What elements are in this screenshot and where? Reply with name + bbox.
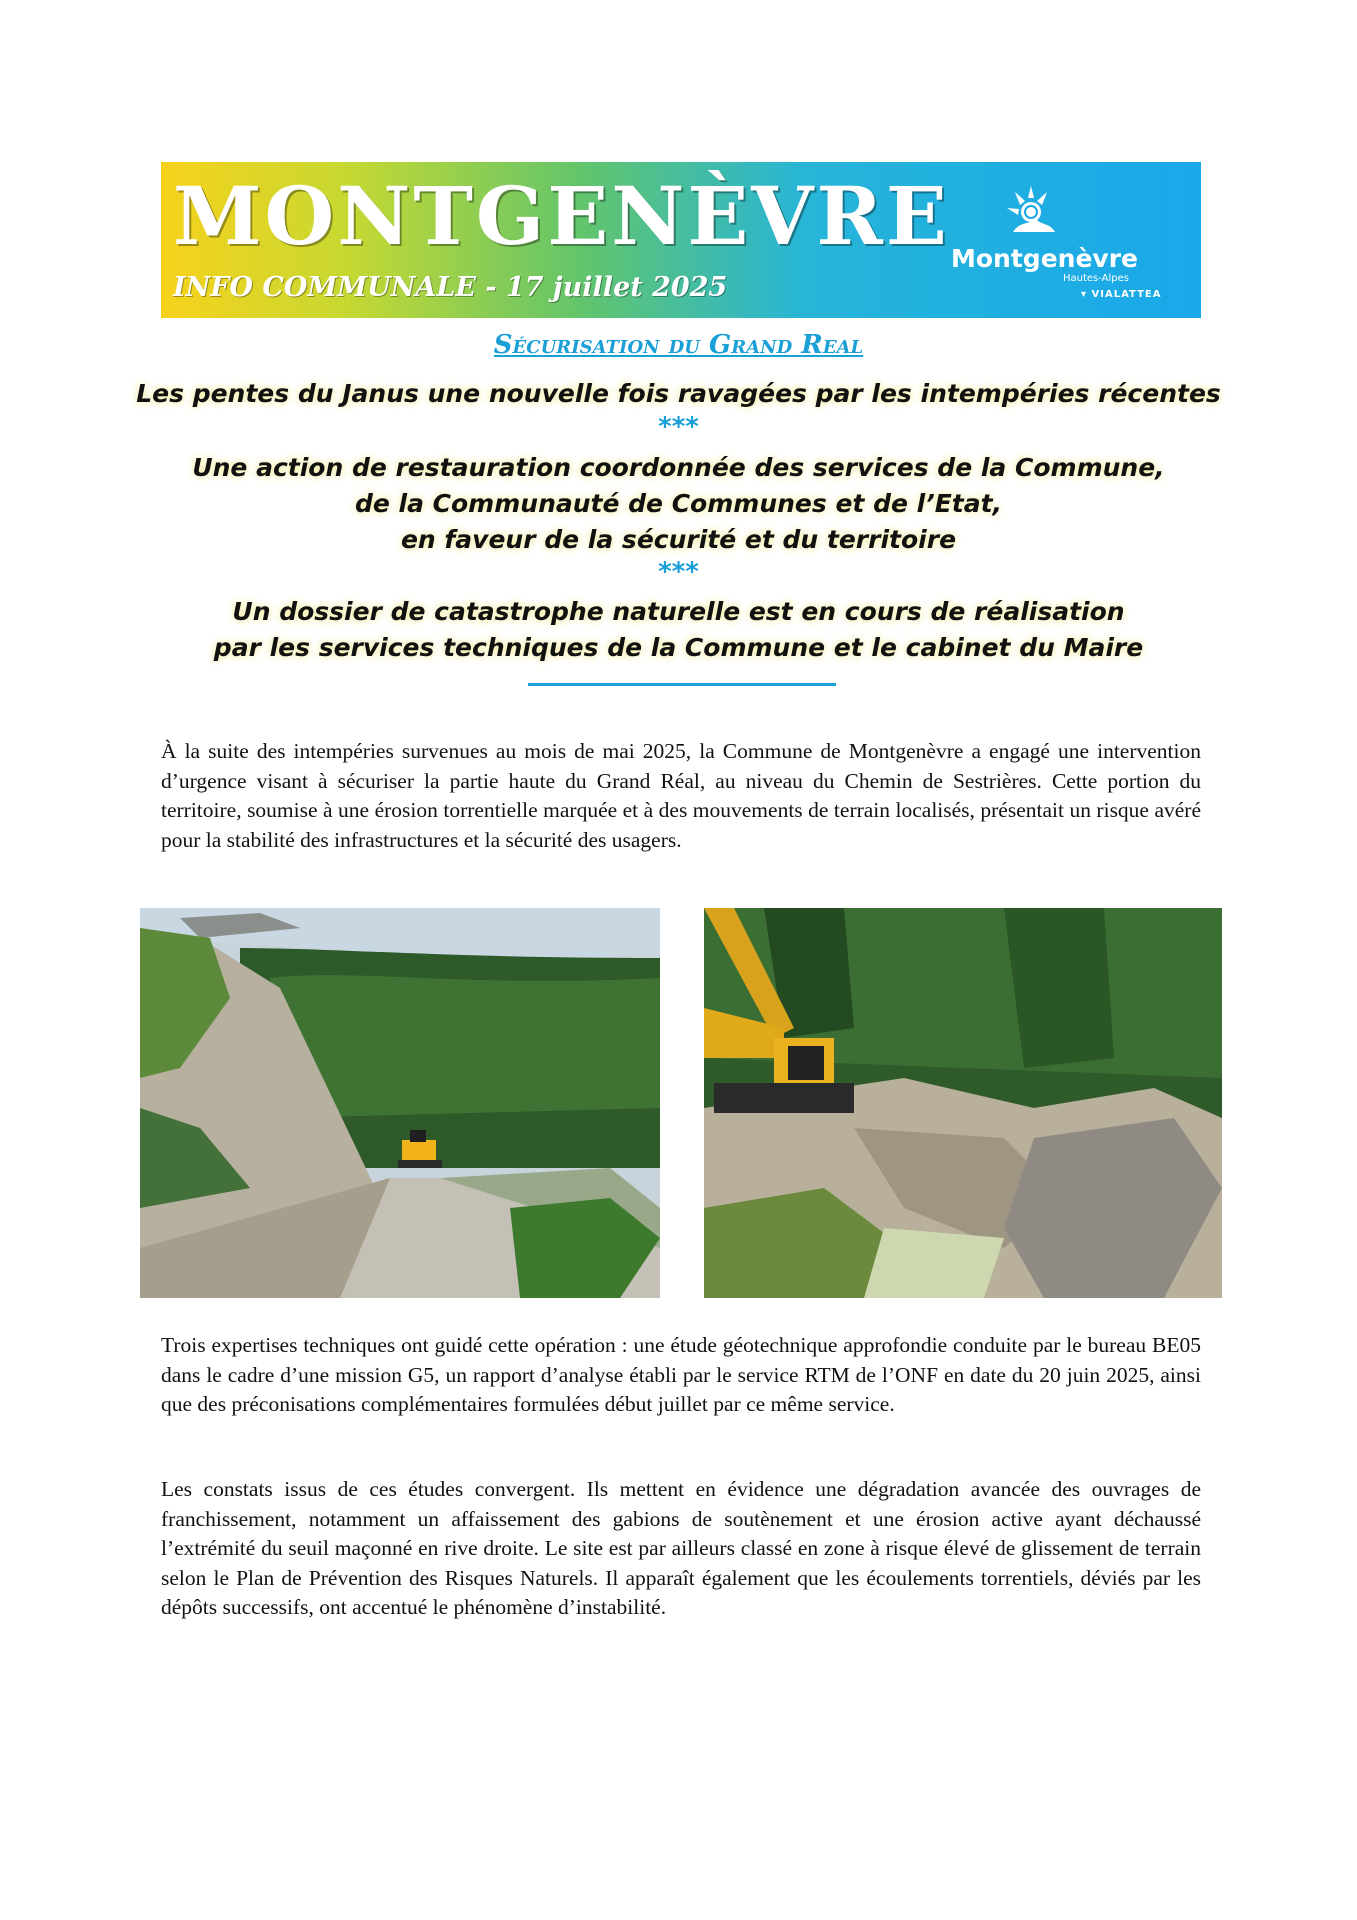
body-paragraph-3: Les constats issus de ces études convergent. Ils mettent en évidence une dégradation avancée des ouvrages de franchissement, notamment un affaissement des gabions de soutènement et une érosion active ayant déchaussé l’extrémité du seuil maçonné en rive droite. Le site est par ailleurs classé en zone à risque élevé de glissement de terrain selon le Plan de Prévention des Risques Naturels. Il apparaît également que les écoulements torrentiels, déviés par les dépôts successifs, ont accentué le phénomène d’instabilité. <box>161 1477 1201 1619</box>
vialattea-chevron-icon: ▾ <box>1081 289 1092 300</box>
headline-line5: Un dossier de catastrophe naturelle est en cours de réalisation <box>232 597 1125 626</box>
separator-stars-2: *** <box>658 557 699 587</box>
headline-line6: par les services techniques de la Commune et le cabinet du Maire <box>213 633 1144 662</box>
montgenevre-logo <box>951 182 1171 302</box>
logo-partner-name: VIALATTEA <box>1091 289 1162 300</box>
body-paragraph-1: À la suite des intempéries survenues au mois de mai 2025, la Commune de Montgenèvre a engagé une intervention d’urgence visant à sécuriser la partie haute du Grand Réal, au niveau du Chemin de Sestrières. Cette portion du territoire, soumise à une érosion torrentielle marquée et à des mouvements de terrain localisés, présentait un risque avéré pour la stabilité des infrastructures et la sécurité des usagers. <box>161 739 1201 852</box>
body-paragraph-2: Trois expertises techniques ont guidé cette opération : une étude géotechnique approfondie conduite par le bureau BE05 dans le cadre d’une mission G5, un rapport d’analyse établi par le service RTM de l’ONF en date du 20 juin 2025, ainsi que des préconisations complémentaires formulées début juillet par ce même service. <box>161 1333 1201 1416</box>
headline-line4: en faveur de la sécurité et du territoire <box>400 525 957 554</box>
mountain-sun-logo-icon <box>1001 182 1061 242</box>
divider-rule <box>528 683 836 686</box>
logo-region: Hautes-Alpes <box>1063 273 1129 284</box>
photo-road-excavator-image <box>140 908 660 1298</box>
headline-line1: Les pentes du Janus une nouvelle fois ravagées par les intempéries récentes <box>136 379 1221 408</box>
logo-name: Montgenèvre <box>951 244 1138 273</box>
photo-excavator-slope <box>704 908 1222 1298</box>
banner-title: MONTGENÈVRE <box>173 169 950 263</box>
headline-line2: Une action de restauration coordonnée des services de la Commune, <box>192 453 1165 482</box>
banner-subtitle: INFO COMMUNALE - 17 juillet 2025 <box>173 272 728 303</box>
headline-line3: de la Communauté de Communes et de l’Etat, <box>354 489 1003 518</box>
section-title: Sécurisation du Grand Real <box>493 330 864 360</box>
photo-excavator-slope-image <box>704 908 1222 1298</box>
separator-stars-1: *** <box>658 412 699 442</box>
logo-partner <box>1081 289 1162 300</box>
header-banner <box>161 162 1201 318</box>
photo-road-excavator <box>140 908 660 1298</box>
